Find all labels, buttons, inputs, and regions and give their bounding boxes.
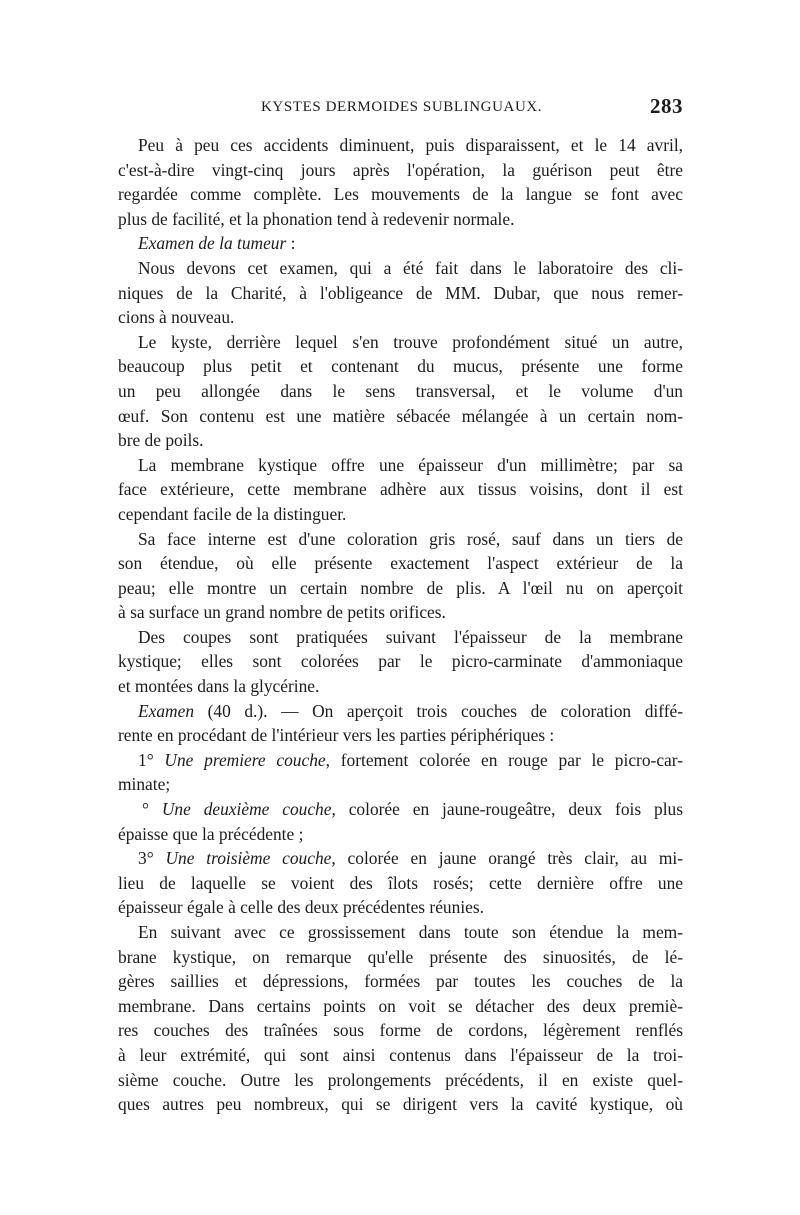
text-line [118,822,683,847]
text-run: plus de facilité, et la phonation tend à redevenir normale. [118,208,515,229]
text-run: Le kyste, derrière lequel s'en trouve profondément situé un autre, [138,331,683,352]
text-run: brane kystique, on remarque qu'elle présente des sinuosités, de lé- [118,946,683,967]
text-line [118,404,683,429]
text-run: beaucoup plus petit et contenant du mucus, présente une forme [118,356,683,377]
text-line [118,182,683,207]
text-run: (40 d.). — On aperçoit trois couches de coloration diffé- [194,700,683,721]
text-run: minate; [118,774,171,795]
text-run: regardée comme complète. Les mouvements de la langue se font avec [118,184,683,205]
text-run: à leur extrémité, qui sont ainsi contenus dans l'épaisseur de la troi- [118,1044,683,1065]
text-run: c'est-à-dire vingt-cinq jours après l'opération, la guérison peut être [118,159,683,180]
text-run: La membrane kystique offre une épaisseur d'un millimètre; par sa [138,454,683,475]
text-run: membrane. Dans certains points on voit se détacher des deux premiè- [118,995,683,1016]
text-run: ques autres peu nombreux, qui se dirigent vers la cavité kystique, où [118,1094,683,1115]
text-line [118,945,683,970]
text-line [118,305,683,330]
text-line [118,354,683,379]
text-line [118,1068,683,1093]
body-text [118,133,683,1117]
text-run: 3° [138,848,166,869]
text-run: ° [142,799,162,820]
text-run: gères saillies et dépressions, formées par toutes les couches de la [118,971,683,992]
text-run: épaisse que la précédente ; [118,823,304,844]
text-line [118,723,683,748]
text-line [118,453,683,478]
running-header [118,94,683,123]
text-line [118,649,683,674]
text-run: kystique; elles sont colorées par le picro-carminate d'ammoniaque [118,651,683,672]
text-line [118,231,683,256]
text-line [118,920,683,945]
text-line [118,1018,683,1043]
text-line [118,379,683,404]
text-line [118,207,683,232]
text-run: : [286,233,296,254]
text-run: et montées dans la glycérine. [118,676,320,697]
text-line [118,428,683,453]
text-run: Sa face interne est d'une coloration gris rosé, sauf dans un tiers de [138,528,683,549]
text-run: , fortement colorée en rouge par le picro-car- [325,749,683,770]
text-run: face extérieure, cette membrane adhère aux tissus voisins, dont il est [118,479,683,500]
text-line [118,330,683,355]
text-run: En suivant avec ce grossissement dans toute son étendue la mem- [138,922,683,942]
italic-text: Une troisième couche [165,848,332,869]
text-line [118,871,683,896]
text-run: lieu de laquelle se voient des îlots rosés; cette dernière offre une [118,872,683,893]
page-number: 283 [650,94,683,118]
text-run: cependant facile de la distinguer. [118,503,347,524]
text-line [118,600,683,625]
running-title: KYSTES DERMOIDES SUBLINGUAUX. [261,99,543,115]
text-line [118,674,683,699]
text-line [118,846,683,871]
text-run: peau; elle montre un certain nombre de plis. A l'œil nu on aperçoit [118,577,683,598]
italic-text: Une deuxième couche [161,799,332,820]
italic-text: Examen de la tumeur [138,233,287,254]
italic-text: Une premiere couche [164,749,326,770]
text-run: épaisseur égale à celle des deux précédentes réunies. [118,897,484,918]
text-run: son étendue, où elle présente exactement l'aspect extérieur de la [118,553,683,574]
text-line [118,527,683,552]
text-line [118,797,683,822]
text-run: niques de la Charité, à l'obligeance de MM. Dubar, que nous remer- [118,282,683,303]
text-run: , colorée en jaune orangé très clair, au mi- [331,848,683,869]
text-line [118,551,683,576]
text-line [118,158,683,183]
text-run: , colorée en jaune-rougeâtre, deux fois plus [331,799,683,820]
text-run: œuf. Son contenu est une matière sébacée mélangée à un certain nom- [118,405,683,426]
text-line [118,502,683,527]
text-line [118,748,683,773]
italic-text: Examen [138,700,195,721]
text-line [118,576,683,601]
text-run: cions à nouveau. [118,307,235,328]
text-line [118,1092,683,1117]
text-run: à sa surface un grand nombre de petits orifices. [118,602,446,623]
text-run: sième couche. Outre les prolongements précédents, il en existe quel- [118,1069,683,1090]
text-line [118,281,683,306]
text-run: Peu à peu ces accidents diminuent, puis disparaissent, et le 14 avril, [138,135,683,155]
text-run: rente en procédant de l'intérieur vers les parties périphériques : [118,725,555,746]
text-run: Nous devons cet examen, qui a été fait dans le laboratoire des cli- [138,257,683,278]
text-line [118,133,683,158]
text-line [118,1043,683,1068]
text-run: 1° [138,749,165,770]
text-run: un peu allongée dans le sens transversal, et le volume d'un [118,380,683,401]
text-line [118,699,683,724]
text-line [118,895,683,920]
text-run: bre de poils. [118,430,204,451]
text-run: Des coupes sont pratiquées suivant l'épaisseur de la membrane [138,626,683,647]
text-line [118,625,683,650]
text-line [118,256,683,281]
text-line [118,477,683,502]
text-line [118,994,683,1019]
text-line [118,772,683,797]
text-run: res couches des traînées sous forme de cordons, légèrement renflés [118,1020,683,1041]
text-line [118,969,683,994]
